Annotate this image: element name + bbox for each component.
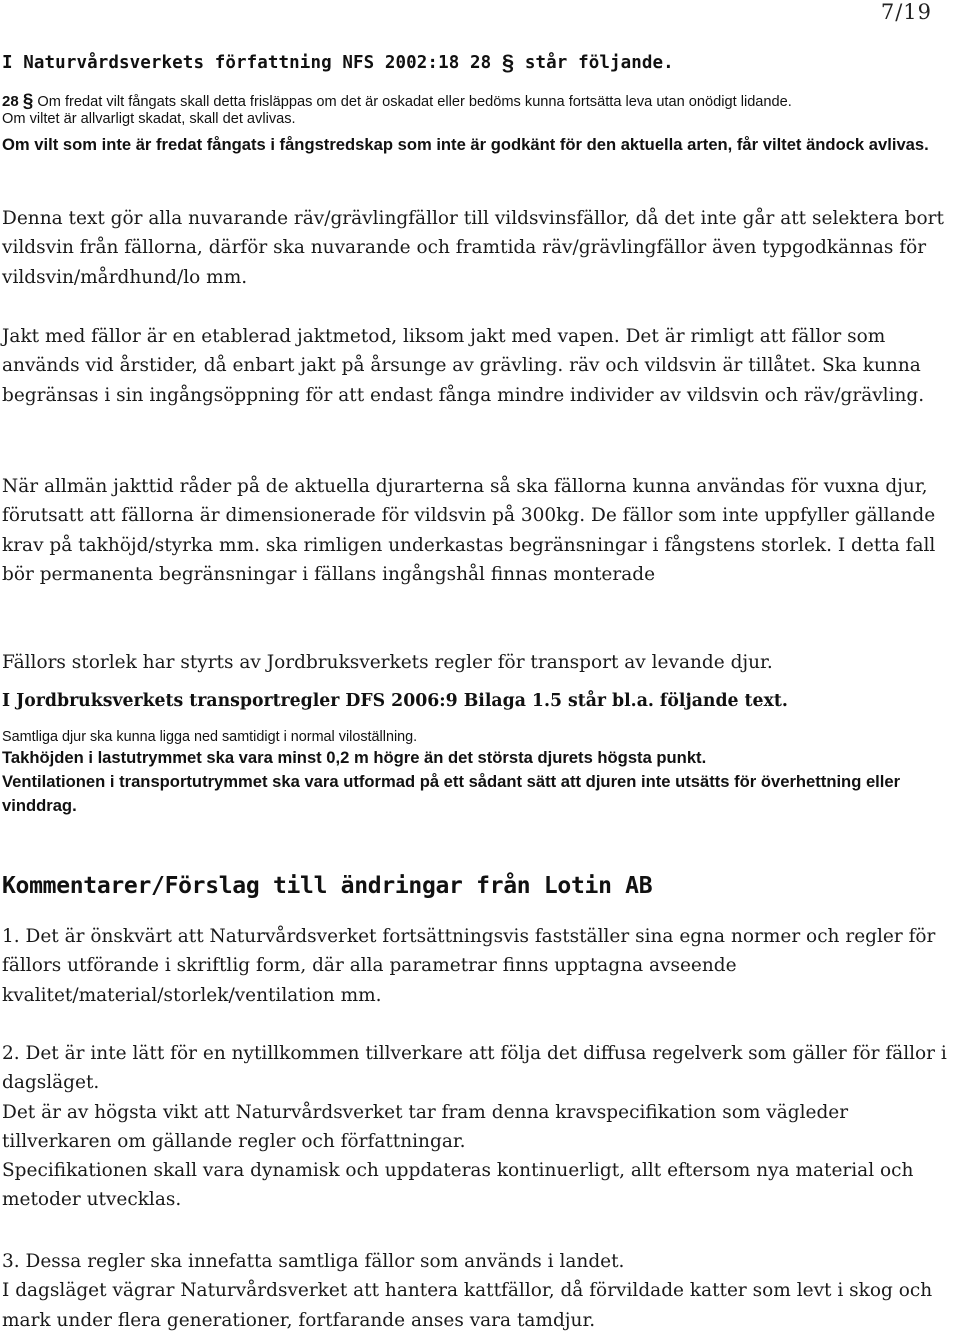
section-symbol: § — [501, 50, 515, 75]
comment-item-2-requirement: Det är av högsta vikt att Naturvårdsverket tar fram denna kravspecifikation som vägleder tillverkaren om gällande regler och författningar. — [2, 1101, 849, 1152]
paragraph-trap-hunting: Jakt med fällor är en etablerad jaktmetod, liksom jakt med vapen. Det är rimligt att fällor som används vid årstider, då enbart jakt på årsunge av grävling. räv och vildsvin är tillåtet. Ska kunna begränsas i sin ingångsöppning för att endast fånga mindre individer av vildsvin och räv/grävling. — [2, 326, 925, 406]
paragraph-trap-size: Fällors storlek har styrts av Jordbruksverkets regler för transport av levande djur. — [2, 652, 773, 673]
transport-rules-bold — [2, 746, 942, 818]
paragraph-traps-selection: Denna text gör alla nuvarande räv/grävlingfällor till vildsvinsfällor, då det inte går att selektera bort vildsvin från fällorna, därför ska nuvarande och framtida räv/grävlingfällor även typgodkännas för vildsvin/mårdhund/lo mm. — [2, 208, 944, 288]
transport-rule-lying: Samtliga djur ska kunna ligga ned samtidigt i normal viloställning. — [2, 729, 418, 745]
transport-rules-heading: I Jordbruksverkets transportregler DFS 2006:9 Bilaga 1.5 står bl.a. följande text. — [2, 691, 788, 711]
comment-item-3 — [2, 1247, 952, 1335]
transport-rule-height: Takhöjden i lastutrymmet ska vara minst 0,2 m högre än det största djurets högsta punkt. — [2, 748, 707, 767]
comment-item-1: 1. Det är önskvärt att Naturvårdsverket fortsättningsvis fastställer sina egna normer och regler för fällors utförande i skriftlig form, där alla parametrar finns upptagna avseende kvalitet/material/storlek/ventilation mm. — [2, 926, 936, 1006]
law-paragraph-number: 28 — [2, 93, 19, 110]
comment-item-3-text: 3. Dessa regler ska innefatta samtliga fällor som används i landet. — [2, 1251, 625, 1272]
law-quote-bold: Om vilt som inte är fredat fångats i fångstredskap som inte är godkänt för den aktuella arten, får viltet ändock avlivas. — [2, 135, 929, 154]
law-quote-text-1: Om fredat vilt fångats skall detta frisläppas om det är oskadat eller bedöms kunna fortsätta leva utan onödigt lidande. — [37, 94, 792, 110]
intro-heading — [2, 48, 674, 74]
law-quote-line-2: Om viltet är allvarligt skadat, skall det avlivas. — [2, 111, 296, 127]
transport-rule-ventilation: Ventilationen i transportutrymmet ska vara utformad på ett sådant sätt att djuren inte utsätts för överhettning eller vinddrag. — [2, 772, 901, 815]
comment-item-2 — [2, 1039, 952, 1215]
paragraph-hunting-season: När allmän jakttid råder på de aktuella djurarterna så ska fällorna kunna användas för vuxna djur, förutsatt att fällorna är dimensionerade för vildsvin på 300kg. De fällor som inte uppfyller gällande krav på takhöjd/styrka mm. ska rimligen underkastas begränsningar i fångstens storlek. I detta fall bör permanenta begränsningar i fällans ingångshål finnas monterade — [2, 476, 936, 585]
comment-item-2-specification: Specifikationen skall vara dynamisk och uppdateras kontinuerligt, allt eftersom nya material och metoder utvecklas. — [2, 1160, 914, 1211]
intro-heading-text: I Naturvårdsverkets författning NFS 2002:18 28 — [2, 53, 492, 73]
section-symbol: § — [22, 91, 34, 112]
law-quote — [2, 92, 942, 128]
law-quote-line-1 — [2, 92, 942, 111]
page-number: 7/19 — [880, 0, 932, 24]
comment-item-3-cat-traps: I dagsläget vägrar Naturvårdsverket att hantera kattfällor, då förvildade katter som levt i skog och mark under flera generationer, fortfarande anses vara tamdjur. — [2, 1280, 933, 1331]
comment-item-2-text: 2. Det är inte lätt för en nytillkommen tillverkare att följa det diffusa regelverk som gäller för fällor i dagsläget. — [2, 1043, 947, 1094]
intro-heading-text-end: står följande. — [524, 53, 674, 73]
comments-heading: Kommentarer/Förslag till ändringar från Lotin AB — [2, 873, 653, 899]
